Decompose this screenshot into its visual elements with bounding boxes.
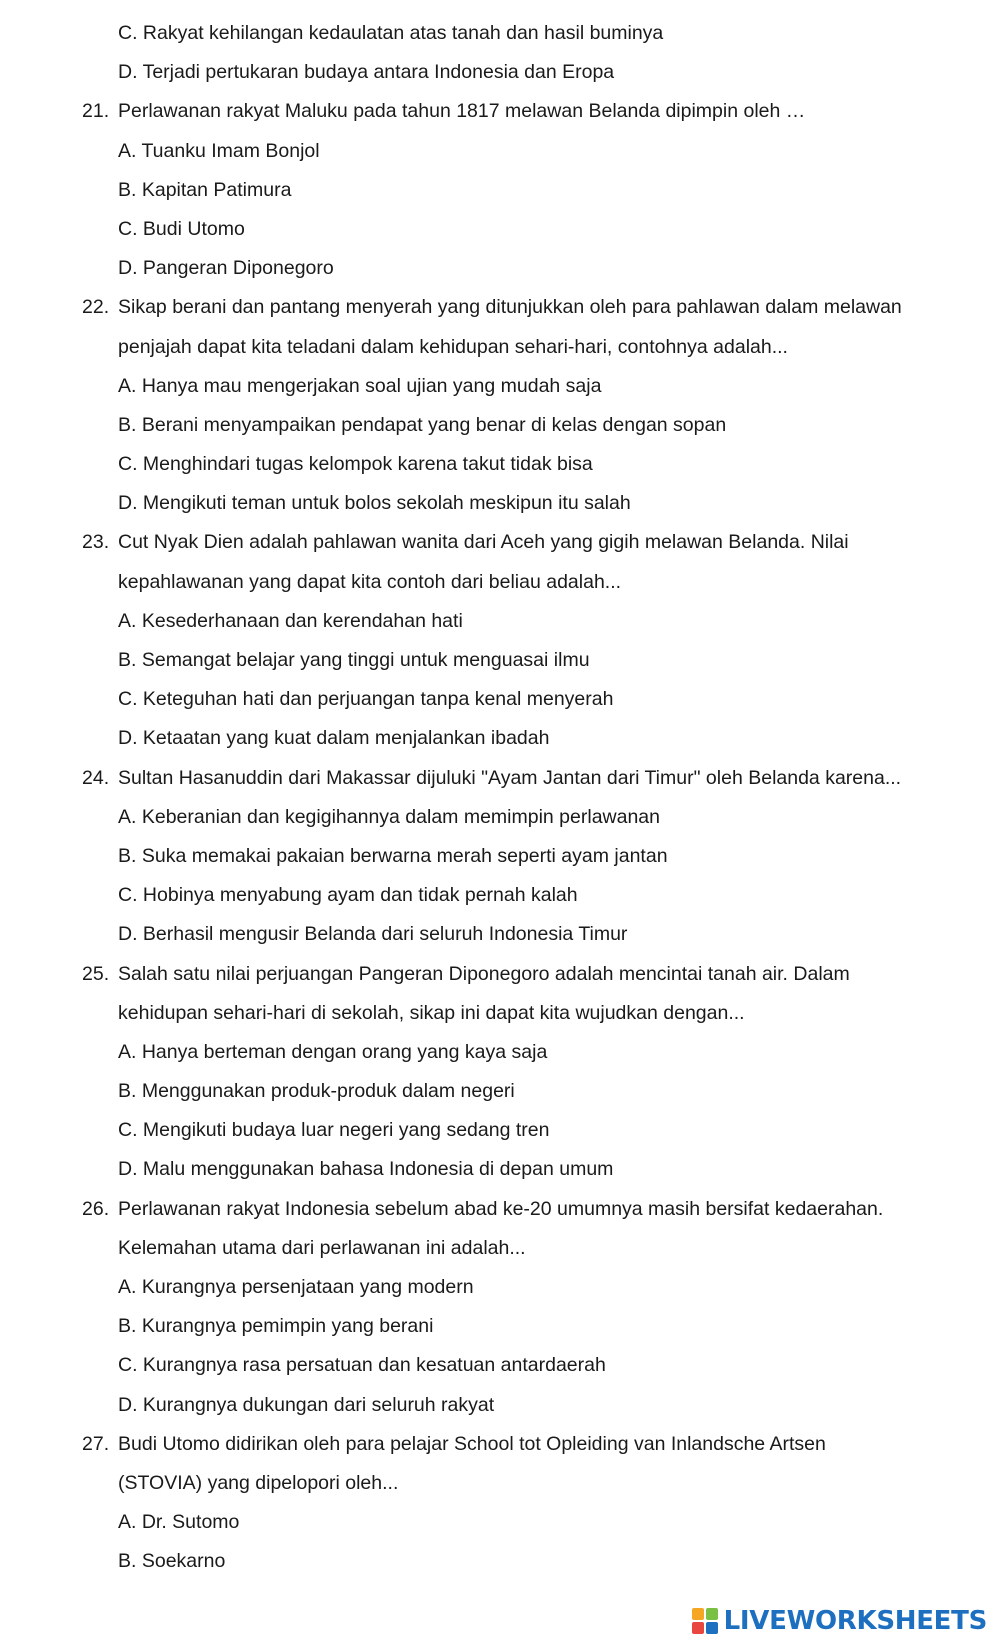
option-text: B. Menggunakan produk-produk dalam negeri: [118, 1080, 515, 1103]
option-text: C. Keteguhan hati dan perjuangan tanpa kenal menyerah: [118, 688, 614, 711]
question-27: [0, 1425, 999, 1464]
option-text: A. Hanya mau mengerjakan soal ujian yang mudah saja: [118, 374, 602, 397]
option-line: [0, 1346, 999, 1385]
option-text: A. Kurangnya persenjataan yang modern: [118, 1276, 474, 1298]
option-text: B. Kapitan Patimura: [118, 178, 292, 201]
option-text: C. Budi Utomo: [118, 217, 245, 240]
option-line: [0, 1033, 999, 1072]
option-text: A. Tuanku Imam Bonjol: [118, 139, 320, 162]
option-line: [0, 602, 999, 641]
liveworksheets-logo-icon: [692, 1608, 718, 1634]
question-number: 24.: [82, 766, 110, 789]
question-text: kehidupan sehari-hari di sekolah, sikap ini dapat kita wujudkan dengan...: [118, 1001, 745, 1024]
question-text: Perlawanan rakyat Maluku pada tahun 1817 melawan Belanda dipimpin oleh …: [118, 100, 806, 123]
option-line: [0, 53, 999, 92]
option-line: [0, 680, 999, 719]
question-text: kepahlawanan yang dapat kita contoh dari beliau adalah...: [118, 570, 622, 593]
question-number: 21.: [82, 100, 110, 123]
question-text: Sultan Hasanuddin dari Makassar dijuluki "Ayam Jantan dari Timur" oleh Belanda karena...: [118, 766, 902, 789]
option-text: A. Hanya berteman dengan orang yang kaya saja: [118, 1040, 548, 1063]
option-text: B. Suka memakai pakaian berwarna merah seperti ayam jantan: [118, 844, 668, 867]
option-line: [0, 484, 999, 523]
option-text: C. Rakyat kehilangan kedaulatan atas tanah dan hasil buminya: [118, 22, 664, 44]
question-number: 25.: [82, 962, 110, 985]
option-text: C. Hobinya menyabung ayam dan tidak pernah kalah: [118, 884, 578, 907]
option-text: A. Keberanian dan kegigihannya dalam memimpin perlawanan: [118, 805, 661, 828]
question-number: 27.: [82, 1432, 110, 1455]
question-continuation: [0, 994, 999, 1033]
question-23: [0, 523, 999, 562]
option-line: [0, 249, 999, 288]
question-text: penjajah dapat kita teladani dalam kehidupan sehari-hari, contohnya adalah...: [118, 335, 788, 358]
option-text: D. Mengikuti teman untuk bolos sekolah meskipun itu salah: [118, 492, 631, 515]
option-line: [0, 367, 999, 406]
question-text: Budi Utomo didirikan oleh para pelajar School tot Opleiding van Inlandsche Artsen: [118, 1432, 826, 1455]
question-text: Perlawanan rakyat Indonesia sebelum abad ke-20 umumnya masih bersifat kedaerahan.: [118, 1197, 884, 1220]
option-text: A. Dr. Sutomo: [118, 1511, 240, 1534]
option-line: [0, 1503, 999, 1542]
option-text: D. Pangeran Diponegoro: [118, 257, 334, 280]
option-line: [0, 641, 999, 680]
question-text: Salah satu nilai perjuangan Pangeran Diponegoro adalah mencintai tanah air. Dalam: [118, 962, 850, 985]
option-line: [0, 1268, 999, 1307]
option-text: B. Semangat belajar yang tinggi untuk menguasai ilmu: [118, 649, 590, 671]
option-line: [0, 719, 999, 758]
option-line: [0, 837, 999, 876]
option-text: B. Berani menyampaikan pendapat yang benar di kelas dengan sopan: [118, 413, 727, 436]
option-line: [0, 171, 999, 210]
option-line: [0, 1307, 999, 1346]
question-continuation: [0, 563, 999, 602]
logo-square-4: [706, 1622, 718, 1634]
question-22: [0, 288, 999, 327]
question-continuation: [0, 328, 999, 367]
question-text: Sikap berani dan pantang menyerah yang ditunjukkan oleh para pahlawan dalam melawan: [118, 296, 902, 319]
option-text: D. Ketaatan yang kuat dalam menjalankan ibadah: [118, 727, 550, 750]
question-continuation: [0, 1229, 999, 1268]
option-line: [0, 210, 999, 249]
option-line: [0, 876, 999, 915]
question-text: Cut Nyak Dien adalah pahlawan wanita dari Aceh yang gigih melawan Belanda. Nilai: [118, 531, 849, 554]
option-text: B. Soekarno: [118, 1550, 226, 1573]
option-line: [0, 14, 999, 53]
option-text: C. Mengikuti budaya luar negeri yang sedang tren: [118, 1119, 550, 1142]
option-text: A. Kesederhanaan dan kerendahan hati: [118, 609, 463, 632]
option-text: D. Kurangnya dukungan dari seluruh rakyat: [118, 1393, 495, 1416]
question-number: 22.: [82, 296, 110, 319]
question-text: (STOVIA) yang dipelopori oleh...: [118, 1471, 399, 1494]
option-line: [0, 1072, 999, 1111]
option-line: [0, 445, 999, 484]
worksheet-page: [0, 14, 999, 1582]
question-number: 26.: [82, 1197, 110, 1220]
question-text: Kelemahan utama dari perlawanan ini adalah...: [118, 1236, 526, 1259]
option-text: C. Menghindari tugas kelompok karena takut tidak bisa: [118, 453, 593, 476]
question-number: 23.: [82, 531, 110, 554]
question-24: [0, 759, 999, 798]
option-line: [0, 1542, 999, 1581]
question-continuation: [0, 1464, 999, 1503]
logo-square-1: [692, 1608, 704, 1620]
logo-square-3: [692, 1622, 704, 1634]
option-line: [0, 406, 999, 445]
option-text: D. Terjadi pertukaran budaya antara Indonesia dan Eropa: [118, 61, 615, 84]
option-line: [0, 132, 999, 171]
option-line: [0, 915, 999, 954]
option-text: B. Kurangnya pemimpin yang berani: [118, 1315, 434, 1338]
option-line: [0, 1386, 999, 1425]
option-line: [0, 1111, 999, 1150]
option-text: D. Berhasil mengusir Belanda dari seluruh Indonesia Timur: [118, 923, 628, 946]
question-21: [0, 92, 999, 131]
question-26: [0, 1190, 999, 1229]
logo-square-2: [706, 1608, 718, 1620]
option-text: D. Malu menggunakan bahasa Indonesia di depan umum: [118, 1158, 614, 1181]
option-line: [0, 798, 999, 837]
option-text: C. Kurangnya rasa persatuan dan kesatuan antardaerah: [118, 1354, 606, 1377]
logo-text: LIVEWORKSHEETS: [723, 1606, 987, 1636]
question-25: [0, 955, 999, 994]
liveworksheets-logo: [692, 1604, 987, 1638]
option-line: [0, 1150, 999, 1189]
